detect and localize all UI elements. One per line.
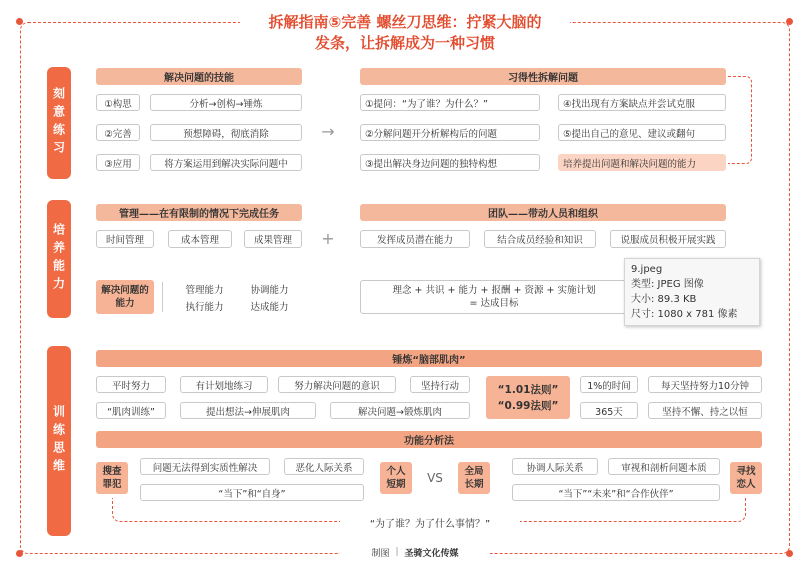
skill-num-3: ③应用	[96, 154, 140, 171]
muscle-item-3: 努力解决问题的意识	[278, 376, 396, 393]
skill-coordination: 协调能力	[250, 285, 289, 296]
short-term-label: 个人短期	[386, 466, 406, 490]
team-header: 团队——带动人员和组织	[360, 204, 726, 221]
team-item-2: 结合成员经验和知识	[484, 230, 596, 248]
skills-divider	[162, 282, 163, 312]
solve-ability-label: 解决问题的能力	[101, 285, 149, 309]
corner-dot-right	[786, 18, 793, 25]
skill-desc-2: 预想障碍，彻底消除	[150, 124, 302, 141]
section-train-thinking: 训练思维	[47, 346, 71, 536]
plus-icon: +	[321, 228, 335, 248]
tooltip-dimensions: 尺寸: 1080 x 781 像素	[631, 309, 738, 320]
skill-execution: 执行能力	[185, 302, 224, 313]
footer-label: 制图	[371, 548, 390, 559]
right-item-2: 每天坚持努力10分钟	[648, 376, 762, 393]
footer	[340, 544, 490, 560]
brain-muscle-header: 锤炼“脑部肌肉”	[96, 350, 762, 367]
muscle-item-4: 坚持行动	[410, 376, 470, 393]
solve-ability-box	[96, 280, 154, 314]
arrow-right-icon: →	[321, 121, 335, 141]
learned-item-4: ④找出现有方案缺点并尝试克服	[558, 94, 726, 111]
find-culprit-label: 搜查罪犯	[102, 466, 122, 490]
learned-item-1: ①提问：“为了谁？为什么？”	[360, 94, 540, 111]
tooltip-type: 类型: JPEG 图像	[631, 279, 704, 290]
left-func-item-1: 问题无法得到实质性解决	[140, 458, 270, 475]
long-term-label: 全局长期	[464, 466, 484, 490]
short-term-box	[380, 462, 412, 494]
skill-num-2: ②完善	[96, 124, 140, 141]
function-analysis-header: 功能分析法	[96, 431, 762, 448]
right-func-item-2: 审视和剖析问题本质	[608, 458, 720, 475]
bracket-connector	[728, 76, 752, 164]
skill-management: 管理能力	[185, 285, 224, 296]
footer-brand: 圣骑文化传媒	[404, 548, 459, 559]
cost-mgmt: 成本管理	[168, 230, 232, 248]
learned-item-5: ⑤提出自己的意见、建议或翻句	[558, 124, 726, 141]
page-title-line1: 拆解指南⑤完善 螺丝刀思维：拧紧大脑的	[268, 13, 542, 31]
section-deliberate-practice: 刻意练习	[47, 67, 71, 179]
versus-label: VS	[427, 471, 443, 485]
page-title-line2: 发条，让拆解成为一种习惯	[314, 34, 495, 52]
team-item-3: 说服成员积极开展实践	[610, 230, 726, 248]
bottom-dot-left	[16, 550, 23, 557]
tooltip-filename: 9.jpeg	[631, 264, 663, 275]
learned-item-3: ③提出解决身边问题的独特构想	[360, 154, 540, 171]
section-build-ability: 培养能力	[47, 200, 71, 318]
find-lover-label: 寻找恋人	[736, 466, 756, 490]
skills-header: 解决问题的技能	[96, 68, 302, 85]
learned-header: 习得性拆解问题	[360, 68, 726, 85]
skill-desc-1: 分析→创构→锤炼	[150, 94, 302, 111]
tooltip-size: 大小: 89.3 KB	[631, 294, 697, 305]
learned-item-2: ②分解问题开分析解构后的问题	[360, 124, 540, 141]
rule-101: “1.01法则”	[497, 383, 559, 396]
right-item-3: 365天	[580, 402, 638, 419]
find-culprit-tag	[96, 462, 128, 494]
right-func-item-1: 协调人际关系	[512, 458, 598, 475]
bottom-dot-right	[786, 550, 793, 557]
corner-dot-left	[16, 18, 23, 25]
rule-099: “0.99法则”	[497, 399, 559, 412]
muscle-item-5: “肌肉训练”	[96, 402, 166, 419]
muscle-item-6: 提出想法→伸展肌肉	[180, 402, 316, 419]
skill-num-1: ①构思	[96, 94, 140, 111]
formula-box	[360, 280, 628, 314]
muscle-item-1: 平时努力	[96, 376, 166, 393]
question-label: “为了谁？为了什么事情？”	[340, 515, 520, 531]
team-item-1: 发挥成员潜在能力	[360, 230, 470, 248]
result-mgmt: 成果管理	[244, 230, 302, 248]
file-info-tooltip	[624, 258, 760, 326]
muscle-item-7: 解决问题→锻炼肌肉	[330, 402, 470, 419]
time-mgmt: 时间管理	[96, 230, 154, 248]
find-lover-tag	[730, 462, 762, 494]
left-func-bottom: “当下”和“自身”	[140, 484, 364, 501]
right-func-bottom: “当下”“未来”和“合作伙伴”	[512, 484, 720, 501]
right-item-4: 坚持不懈、持之以恒	[648, 402, 762, 419]
right-item-1: 1%的时间	[580, 376, 638, 393]
rules-box	[486, 376, 570, 419]
left-func-item-2: 恶化人际关系	[284, 458, 364, 475]
skill-desc-3: 将方案运用到解决实际问题中	[150, 154, 302, 171]
formula-line1: 理念 + 共识 + 能力 + 报酬 + 资源 + 实施计划	[392, 285, 596, 296]
skill-achievement: 达成能力	[250, 302, 289, 313]
learned-item-6: 培养提出问题和解决问题的能力	[558, 154, 726, 171]
long-term-box	[458, 462, 490, 494]
formula-line2: = 达成目标	[469, 298, 519, 309]
footer-divider: |	[395, 547, 399, 557]
management-header: 管理——在有限制的情况下完成任务	[96, 204, 302, 221]
skills-grid	[172, 282, 302, 314]
muscle-item-2: 有计划地练习	[180, 376, 268, 393]
